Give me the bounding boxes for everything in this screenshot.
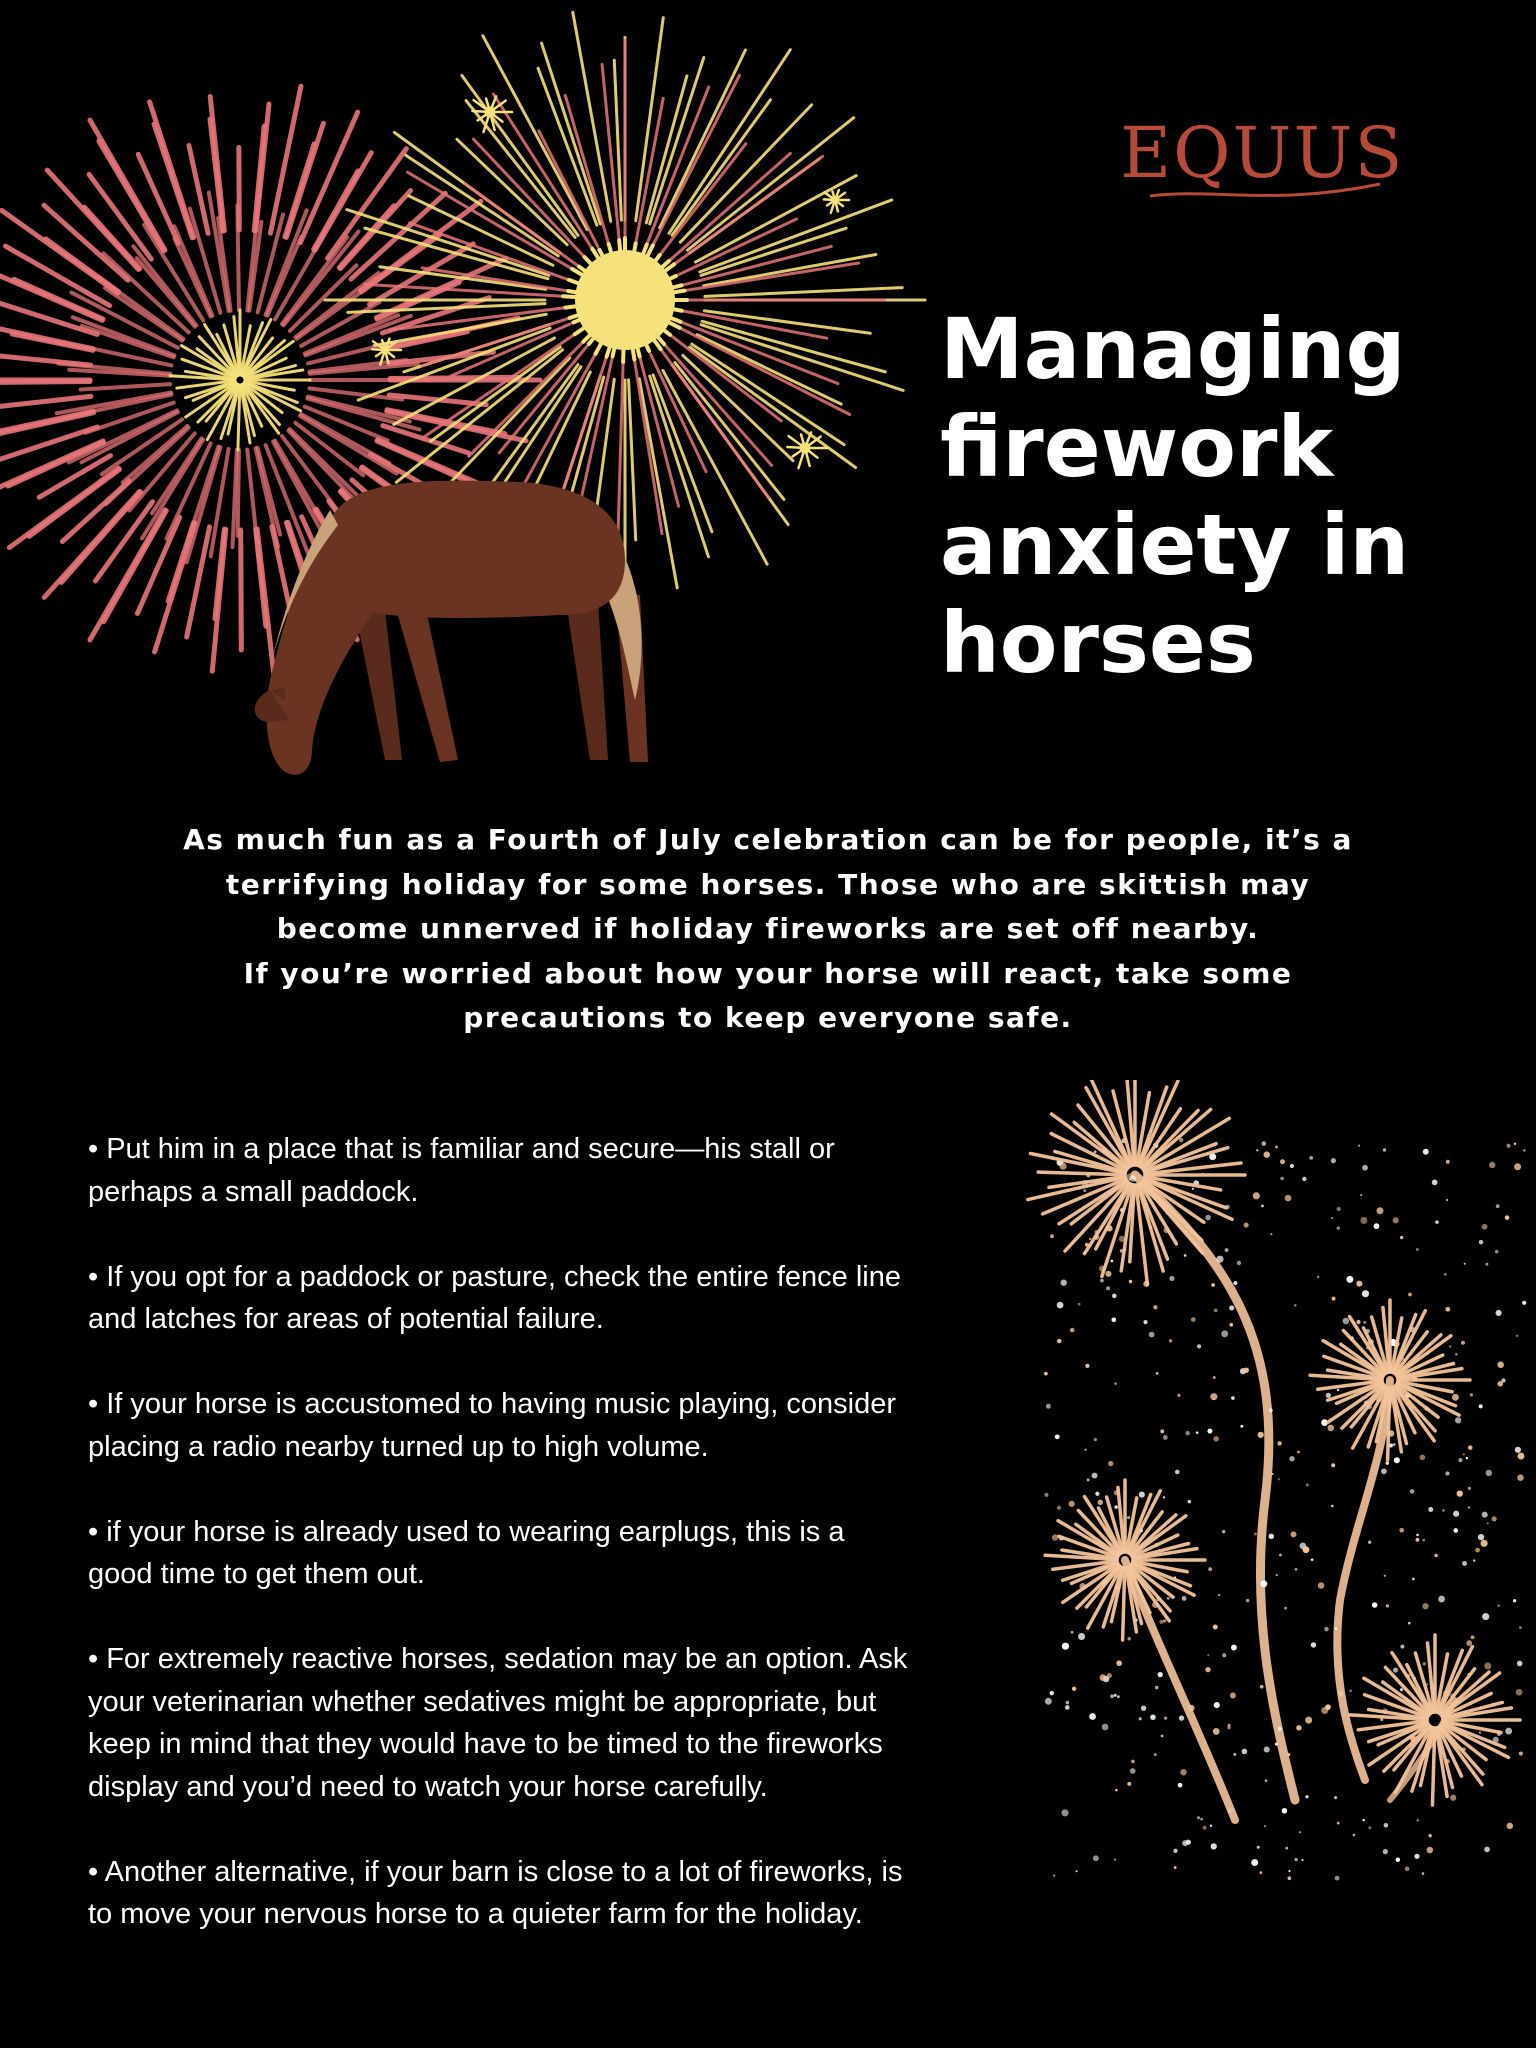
tip-item — [88, 1256, 1048, 1341]
tip-line: to move your nervous horse to a quieter farm for the holiday. — [88, 1898, 863, 1930]
tip-item — [88, 1638, 1048, 1808]
tip-line: • Put him in a place that is familiar and secure—his stall or — [88, 1133, 835, 1165]
title-line: firework — [940, 398, 1334, 496]
tip-line: display and you’d need to watch your horse carefully. — [88, 1770, 768, 1803]
tip-line: • If your horse is accustomed to having music playing, consider — [88, 1388, 897, 1420]
intro-paragraph — [120, 818, 1416, 1041]
intro-line: precautions to keep everyone safe. — [463, 1001, 1073, 1034]
title-line: horses — [940, 594, 1256, 692]
tip-line: • if your horse is already used to wearing earplugs, this is a — [88, 1515, 845, 1548]
intro-line: As much fun as a Fourth of July celebration can be for people, it’s a — [183, 823, 1353, 856]
tip-line: • Another alternative, if your barn is close to a lot of fireworks, is — [88, 1855, 903, 1888]
tip-line: and latches for areas of potential failure. — [88, 1303, 604, 1335]
page-title — [940, 300, 1500, 692]
tip-line: • If you opt for a paddock or pasture, check the entire fence line — [88, 1260, 901, 1293]
tip-item — [88, 1128, 1048, 1213]
brand-logo: EQUUS — [1120, 112, 1405, 194]
brand-logo-swoosh — [1145, 178, 1385, 208]
title-line: Managing — [940, 300, 1406, 398]
tip-item — [88, 1511, 1048, 1596]
tip-line: keep in mind that they would have to be timed to the fireworks — [88, 1728, 883, 1760]
tip-item — [88, 1851, 1048, 1936]
grazing-horse-illustration — [255, 481, 648, 775]
intro-line: terrifying holiday for some horses. Those who are skittish may — [225, 867, 1311, 901]
tip-line: placing a radio nearby turned up to high volume. — [88, 1430, 709, 1463]
tip-line: perhaps a small paddock. — [88, 1175, 419, 1208]
title-line: anxiety in — [940, 496, 1410, 594]
tip-line: • For extremely reactive horses, sedation may be an option. Ask — [88, 1643, 908, 1675]
intro-line: If you’re worried about how your horse will react, take some — [243, 956, 1293, 990]
tips-list — [88, 1128, 1048, 1978]
intro-line: become unnerved if holiday fireworks are set off nearby. — [276, 912, 1260, 945]
tip-line: good time to get them out. — [88, 1558, 425, 1590]
fireworks-trails-illustration — [995, 1080, 1536, 1900]
tip-line: your veterinarian whether sedatives might be appropriate, but — [88, 1685, 877, 1718]
fireworks-illustration — [0, 0, 940, 800]
tip-item — [88, 1383, 1048, 1468]
